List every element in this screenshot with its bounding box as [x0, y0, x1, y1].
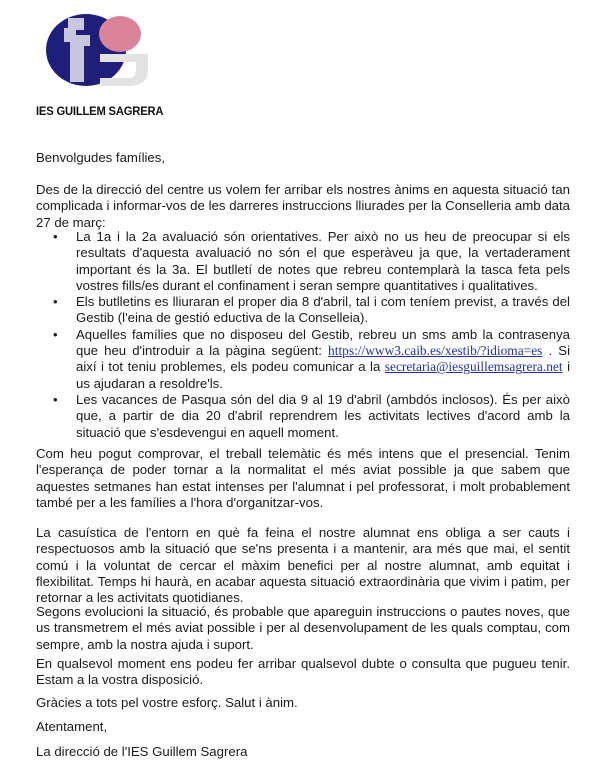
instructions-list [36, 229, 570, 441]
list-item-text: Aquelles famílies que no disposeu del Gestib, rebreu un sms amb la contrasenya que heu d'introduir a la pàgina següent: [76, 326, 570, 359]
bullet-icon: • [53, 326, 58, 342]
bullet-icon: • [53, 391, 58, 407]
xestib-link[interactable]: https://www3.caib.es/xestib/?idioma=es [328, 343, 543, 359]
bullet-icon: • [53, 229, 58, 244]
letter-intro: Des de la direcció del centre us volem fer arribar els nostres ànims en aquesta situació tan complicada i informar-vos de les darreres instruccions lliurades per la Conselleria amb data 27 de març: [36, 182, 570, 230]
thanks-line: Gràcies a tots pel vostre esforç. Salut i ànim. [36, 695, 298, 710]
list-item-text: . Si així i tot teniu problemes, els podeu comunicar a la [76, 343, 570, 375]
list-item [36, 327, 570, 392]
paragraph-new-instructions: Segons evolucioni la situació, és probable que apareguin instruccions o pautes noves, que us transmetrem el més aviat possible i per al desenvolupament de les quals comptau, com sempre, amb la nostra ajuda i suport. [36, 604, 570, 652]
school-name: IES GUILLEM SAGRERA [36, 104, 164, 118]
list-item-text: Les vacances de Pasqua són del dia 9 al 19 d'abril (ambdós inclosos). És per això que, a partir de dia 20 d'abril reprendrem les activitats lectives d'acord amb la situació que s'esdevengui en aquell moment. [76, 391, 570, 440]
signature-line: La direcció de l'IES Guillem Sagrera [36, 744, 248, 759]
list-item [36, 229, 570, 294]
bullet-icon: • [53, 294, 58, 310]
logo-pink-circle [99, 16, 141, 52]
list-item [36, 294, 570, 327]
secretaria-email-link[interactable]: secretaria@iesguillemsagrera.net [384, 359, 563, 375]
paragraph-telematic-work: Com heu pogut comprovar, el treball telemàtic és més intens que el presencial. Tenim l'esperança de poder tornar a la normalitat el més aviat possible ja que sabem que aquestes setmanes han estat intenses per l'alumnat i pel professorat, i molt probablement també per a les famílies a l'hora d'organitzar-vos. [36, 446, 570, 510]
paragraph-contact: En qualsevol moment ens podeu fer arribar qualsevol dubte o consulta que pugueu tenir. Estam a la vostra disposició. [36, 656, 570, 688]
closing-line: Atentament, [36, 719, 108, 734]
list-item-text: Els butlletins es lliuraran el proper dia 8 d'abril, tal i com teníem previst, a través del Gestib (l'eina de gestió eductiva de la Conselleia). [76, 294, 570, 326]
list-item-text: i us ajudaran a resoldre'ls. [76, 359, 570, 391]
list-item-text: La 1a i la 2a avaluació són orientatives. Per això no us heu de preocupar si els resultats d'aquesta avaluació no són el que esperàveu ja que, la vertaderament important és la 3a. El butlletí de notes que rebreu contemplarà la tasca feta pels vostres fills/es durant el confinament i seran sempre quantitatives i qualitatives. [76, 229, 570, 293]
paragraph-casuistry: La casuística de l'entorn en què fa feina el nostre alumnat ens obliga a ser cauts i respectuosos amb la situació que se'ns presenta i a mantenir, ara més que mai, el sentit comú i la voluntat de cercar el màxim benefici per al nostre alumnat, amb equitat i flexibilitat. Temps hi haurà, en acabar aquesta situació extraordinària que vivim i patim, per retornar a les activitats quotidianes. [36, 525, 570, 606]
school-logo [44, 8, 154, 88]
list-item [36, 392, 570, 441]
letter-greeting: Benvolgudes famílies, [36, 150, 166, 165]
